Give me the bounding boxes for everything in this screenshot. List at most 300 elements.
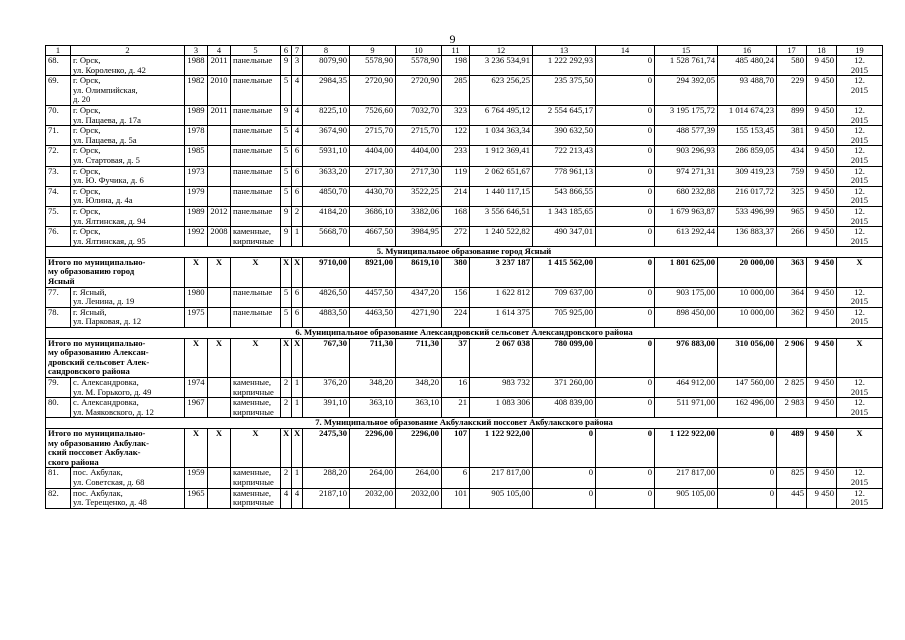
floors: [281, 206, 292, 226]
value-c13: [533, 146, 596, 166]
wall-material-line: кирпичные: [233, 386, 274, 397]
address-line: ул. Пацаева, д. 17а: [73, 114, 141, 125]
entrances: [292, 398, 303, 418]
value-c11-line: 168: [454, 206, 467, 216]
value-c11-line: 285: [454, 75, 467, 86]
entrances: [292, 488, 303, 508]
last-repair-year: [208, 378, 231, 398]
entrances: [292, 206, 303, 226]
not-applicable-cell-line: Х: [294, 257, 301, 267]
value-c16: [718, 56, 777, 76]
wall-material: [231, 186, 281, 206]
commission-year: [185, 468, 208, 488]
value-c9-line: 4404,00: [365, 145, 393, 156]
completion-date-line: 12.: [854, 75, 865, 86]
floors: [281, 378, 292, 398]
value-c8: [303, 56, 350, 76]
value-c8: [303, 126, 350, 146]
table-row: [46, 206, 883, 226]
row-number: [46, 488, 71, 508]
value-c10: [396, 166, 442, 186]
value-c10: [396, 206, 442, 226]
address: [71, 468, 185, 488]
value-c10-line: 363,10: [415, 397, 439, 408]
address-line: г. Орск,: [73, 125, 101, 136]
table-row: [46, 488, 883, 508]
value-c9-line: 264,00: [369, 467, 393, 478]
section-title: 6. Муниципальное образование Александровский сельсовет Александровского района: [46, 328, 883, 339]
completion-date: [837, 186, 883, 206]
entrances-line: 6: [294, 307, 300, 317]
value-c9: [350, 146, 396, 166]
value-c12: [470, 105, 533, 125]
value-c12: [470, 206, 533, 226]
value-c15: [655, 146, 718, 166]
value-c18: [807, 206, 837, 226]
completion-date: [837, 206, 883, 226]
completion-date-line: 12.: [854, 287, 865, 297]
value-c13: [533, 186, 596, 206]
value-c12-line: 983 732: [502, 377, 530, 387]
value-c9-line: 363,10: [369, 397, 393, 408]
value-c9: [350, 206, 396, 226]
value-c16-line: 1 014 674,23: [728, 105, 774, 115]
value-c10-line: 5578,90: [411, 55, 439, 65]
completion-date: [837, 378, 883, 398]
completion-date-line: 2015: [850, 134, 869, 145]
table-row: [46, 468, 883, 488]
value-c9-line: 348,20: [369, 377, 393, 387]
table-row: [46, 105, 883, 125]
value-c11: [442, 307, 470, 327]
address-line: ул. Терещенко, д. 48: [73, 497, 147, 508]
section-title: 5. Муниципальное образование город Ясный: [46, 247, 883, 258]
value-c11-line: 6: [462, 467, 467, 478]
value-c13-line: 780 099,00: [554, 338, 593, 348]
row-number: [46, 468, 71, 488]
completion-date: [837, 468, 883, 488]
value-c17: [777, 287, 807, 307]
section-heading-row: [46, 418, 883, 429]
value-c16: [718, 428, 777, 467]
value-c10: [396, 76, 442, 106]
wall-material-line: панельные: [233, 145, 273, 156]
value-c12: [470, 257, 533, 287]
table-row: [46, 186, 883, 206]
value-c11-line: 272: [454, 226, 467, 237]
value-c16-line: 93 488,70: [739, 75, 774, 86]
value-c14-line: 0: [647, 75, 652, 86]
value-c13-line: 1 343 185,65: [547, 206, 593, 216]
row-number-line: 78.: [48, 307, 59, 317]
value-c11-line: 323: [454, 105, 467, 115]
value-c14: [596, 126, 655, 146]
value-c13-line: 543 866,55: [554, 186, 593, 196]
not-applicable-cell-line: Х: [192, 257, 200, 267]
completion-date-line: 2015: [850, 476, 869, 487]
value-c15-line: 1 801 625,00: [669, 257, 715, 267]
value-c8-line: 4850,70: [319, 186, 347, 196]
value-c8: [303, 76, 350, 106]
value-c18-line: 9 450: [814, 307, 834, 317]
commission-year: [185, 398, 208, 418]
value-c15: [655, 76, 718, 106]
wall-material: [231, 146, 281, 166]
row-number: [46, 146, 71, 166]
value-c18-line: 9 450: [814, 75, 834, 86]
wall-material-line: каменные,: [233, 467, 272, 478]
value-c10-line: 348,20: [415, 377, 439, 387]
value-c14: [596, 105, 655, 125]
commission-year-line: 1965: [187, 488, 205, 498]
value-c16-line: 147 560,00: [735, 377, 774, 387]
value-c14-line: 0: [647, 186, 652, 196]
value-c16-line: 286 859,05: [735, 145, 774, 156]
value-c16: [718, 126, 777, 146]
last-repair-year: [208, 307, 231, 327]
address-line: г. Орск,: [73, 55, 101, 65]
floors: [281, 227, 292, 247]
value-c16: [718, 398, 777, 418]
value-c13: [533, 76, 596, 106]
floors: [281, 307, 292, 327]
total-label-line: му образованию город: [48, 266, 135, 277]
address: [71, 378, 185, 398]
last-repair-year: [208, 126, 231, 146]
value-c8-line: 2984,35: [319, 75, 347, 86]
value-c17: [777, 398, 807, 418]
commission-year: [185, 166, 208, 186]
address-line: ул. Маяковского, д. 12: [73, 406, 154, 417]
address: [71, 105, 185, 125]
value-c9: [350, 186, 396, 206]
address: [71, 126, 185, 146]
value-c12-line: 1 912 369,41: [484, 145, 530, 156]
completion-date-line: 2015: [850, 84, 869, 95]
value-c14: [596, 398, 655, 418]
column-number-cell: 7: [292, 46, 303, 56]
wall-material-line: кирпичные: [233, 497, 274, 508]
address-line: пос. Акбулак,: [73, 488, 123, 498]
commission-year: [185, 56, 208, 76]
row-number: [46, 166, 71, 186]
value-c13: [533, 398, 596, 418]
value-c10: [396, 105, 442, 125]
last-repair-year-line: 2012: [210, 206, 228, 216]
value-c10-line: 4347,20: [411, 287, 439, 297]
value-c14: [596, 206, 655, 226]
column-number-cell: 10: [396, 46, 442, 56]
address: [71, 146, 185, 166]
table-row: [46, 227, 883, 247]
value-c8-line: 8079,90: [319, 55, 347, 65]
value-c11: [442, 398, 470, 418]
value-c12-line: 3 237 187: [495, 257, 530, 267]
completion-date-line: 12.: [854, 467, 865, 478]
value-c13-line: 722 213,43: [554, 145, 593, 156]
not-applicable-cell: [185, 428, 208, 467]
value-c14-line: 0: [647, 397, 652, 408]
address-line: ул. М. Горького, д. 49: [73, 386, 152, 397]
completion-date-line: 2015: [850, 406, 869, 417]
row-number: [46, 126, 71, 146]
commission-year-line: 1973: [187, 166, 205, 176]
value-c14-line: 0: [647, 467, 652, 478]
value-c17-line: 759: [791, 166, 804, 176]
value-c13-line: 1 415 562,00: [547, 257, 593, 267]
not-applicable-cell: [208, 338, 231, 377]
value-c11: [442, 378, 470, 398]
value-c15-line: 464 912,00: [676, 377, 715, 387]
value-c8-line: 2187,10: [319, 488, 347, 498]
value-c13-line: 2 554 645,17: [547, 105, 593, 115]
value-c13-line: 371 260,00: [554, 377, 593, 387]
value-c17: [777, 488, 807, 508]
value-c8: [303, 488, 350, 508]
value-c13: [533, 105, 596, 125]
completion-date-line: 2015: [850, 154, 869, 165]
not-applicable-cell: [281, 257, 292, 287]
value-c13: [533, 206, 596, 226]
value-c10: [396, 468, 442, 488]
value-c17: [777, 76, 807, 106]
value-c10: [396, 338, 442, 377]
value-c17-line: 2 906: [784, 338, 804, 348]
value-c11: [442, 338, 470, 377]
value-c12: [470, 378, 533, 398]
value-c16: [718, 105, 777, 125]
floors: [281, 146, 292, 166]
value-c10-line: 2717,30: [411, 166, 439, 176]
value-c10-line: 7032,70: [411, 105, 439, 115]
value-c10: [396, 56, 442, 76]
value-c11-line: 16: [458, 377, 467, 387]
value-c12-line: 1 622 812: [495, 287, 530, 297]
value-c8-line: 5668,70: [319, 226, 347, 237]
value-c13: [533, 287, 596, 307]
floors-line: 5: [283, 145, 289, 156]
total-label-line: дровский сельсовет Алек-: [48, 356, 150, 367]
value-c10: [396, 257, 442, 287]
value-c12: [470, 126, 533, 146]
floors-line: 9: [283, 55, 289, 65]
value-c13-line: 778 961,13: [554, 166, 593, 176]
value-c12-line: 3 236 534,91: [484, 55, 530, 65]
commission-year-line: 1975: [187, 307, 205, 317]
value-c18-line: 9 450: [814, 145, 834, 156]
wall-material: [231, 378, 281, 398]
value-c17-line: 229: [791, 75, 804, 86]
not-applicable-cell-line: Х: [252, 257, 259, 267]
value-c11: [442, 186, 470, 206]
value-c17-line: 899: [791, 105, 804, 115]
value-c17: [777, 186, 807, 206]
floors-line: 2: [283, 397, 289, 408]
value-c16: [718, 206, 777, 226]
row-number: [46, 307, 71, 327]
value-c9-line: 2296,00: [365, 428, 393, 438]
entrances: [292, 76, 303, 106]
value-c17: [777, 105, 807, 125]
floors: [281, 56, 292, 76]
value-c18-line: 9 450: [814, 397, 834, 408]
address-line: ул. Ялтинская, д. 94: [73, 215, 146, 226]
value-c9-line: 7526,60: [365, 105, 393, 115]
value-c17: [777, 146, 807, 166]
value-c18: [807, 398, 837, 418]
value-c18-line: 9 450: [814, 428, 834, 438]
total-label-line: Итого по муниципально-: [48, 338, 146, 348]
row-number: [46, 378, 71, 398]
value-c8: [303, 186, 350, 206]
entrances-line: 1: [294, 397, 300, 408]
row-number-line: 80.: [48, 397, 59, 408]
value-c15: [655, 488, 718, 508]
last-repair-year: [208, 468, 231, 488]
value-c11-line: 21: [458, 397, 467, 408]
column-number-cell: 14: [596, 46, 655, 56]
address: [71, 398, 185, 418]
value-c16-line: 0: [769, 488, 774, 498]
value-c8-line: 4826,50: [319, 287, 347, 297]
floors-line: 5: [283, 75, 289, 86]
value-c9-line: 2715,70: [365, 125, 393, 136]
last-repair-year-line: 2011: [210, 55, 228, 65]
page-number: 9: [449, 32, 456, 46]
value-c11-line: 380: [454, 257, 467, 267]
value-c17-line: 825: [791, 467, 804, 478]
value-c15-line: 3 195 175,72: [669, 105, 715, 115]
value-c15: [655, 206, 718, 226]
completion-date-line: 12.: [854, 377, 865, 387]
row-number-line: 74.: [48, 186, 59, 196]
value-c15-line: 613 292,44: [676, 226, 715, 237]
value-c12-line: 3 556 646,51: [484, 206, 530, 216]
value-c16-line: 10 000,00: [739, 307, 774, 317]
value-c8: [303, 257, 350, 287]
row-number: [46, 105, 71, 125]
value-c9-line: 4457,50: [365, 287, 393, 297]
value-c11: [442, 468, 470, 488]
address: [71, 287, 185, 307]
not-applicable-cell-line: Х: [215, 257, 223, 267]
commission-year-line: 1974: [187, 377, 205, 387]
commission-year-line: 1989: [187, 206, 205, 216]
not-applicable-cell: [185, 257, 208, 287]
value-c14: [596, 378, 655, 398]
entrances-line: 2: [294, 206, 300, 216]
completion-date-line: 12.: [854, 206, 865, 216]
value-c14-line: 0: [647, 226, 652, 237]
value-c16: [718, 227, 777, 247]
value-c11: [442, 206, 470, 226]
value-c9: [350, 488, 396, 508]
value-c18-line: 9 450: [814, 125, 834, 136]
floors: [281, 488, 292, 508]
last-repair-year: [208, 166, 231, 186]
not-applicable-cell-line: Х: [294, 428, 301, 438]
value-c11-line: 156: [454, 287, 467, 297]
commission-year: [185, 146, 208, 166]
completion-date: [837, 227, 883, 247]
commission-year: [185, 488, 208, 508]
value-c16: [718, 146, 777, 166]
address-line: г. Ясный,: [73, 307, 107, 317]
entrances-line: 3: [294, 55, 300, 65]
commission-year: [185, 76, 208, 106]
value-c9: [350, 307, 396, 327]
value-c14-line: 0: [647, 206, 652, 216]
address: [71, 206, 185, 226]
value-c13: [533, 428, 596, 467]
wall-material: [231, 287, 281, 307]
value-c18: [807, 146, 837, 166]
value-c13: [533, 488, 596, 508]
section-title: 7. Муниципальное образование Акбулакский поссовет Акбулакского района: [46, 418, 883, 429]
row-number-line: 70.: [48, 105, 59, 115]
value-c14: [596, 468, 655, 488]
value-c9: [350, 378, 396, 398]
column-number-cell: 9: [350, 46, 396, 56]
completion-date-line: 12.: [854, 55, 865, 65]
entrances: [292, 56, 303, 76]
row-number: [46, 186, 71, 206]
value-c16: [718, 378, 777, 398]
completion-date-line: 2015: [850, 175, 869, 186]
completion-date-line: 2015: [850, 235, 869, 246]
commission-year-line: 1967: [187, 397, 205, 408]
row-number-line: 69.: [48, 75, 59, 86]
commission-year-line: 1982: [187, 75, 205, 86]
value-c18: [807, 468, 837, 488]
value-c18: [807, 56, 837, 76]
wall-material-line: панельные: [233, 206, 273, 216]
commission-year: [185, 206, 208, 226]
last-repair-year: [208, 105, 231, 125]
value-c15-line: 294 392,05: [676, 75, 715, 86]
wall-material: [231, 56, 281, 76]
completion-date: [837, 56, 883, 76]
commission-year-line: 1988: [187, 55, 205, 65]
value-c15: [655, 338, 718, 377]
value-c17-line: 489: [791, 428, 804, 438]
entrances: [292, 126, 303, 146]
value-c12: [470, 488, 533, 508]
floors-line: 9: [283, 105, 289, 115]
value-c18-line: 9 450: [814, 206, 834, 216]
value-c8: [303, 146, 350, 166]
value-c10: [396, 287, 442, 307]
value-c11: [442, 166, 470, 186]
value-c17: [777, 206, 807, 226]
value-c11-line: 107: [454, 428, 467, 438]
value-c13: [533, 257, 596, 287]
value-c17-line: 325: [791, 186, 804, 196]
total-label: [46, 428, 185, 467]
total-label-line: Итого по муниципально-: [48, 257, 146, 267]
floors: [281, 76, 292, 106]
value-c9-line: 2032,00: [365, 488, 393, 498]
value-c8-line: 376,20: [323, 377, 347, 387]
value-c8-line: 5931,10: [319, 145, 347, 156]
column-number-cell: 15: [655, 46, 718, 56]
completion-date-line: 2015: [850, 497, 869, 508]
value-c10: [396, 488, 442, 508]
table-row: [46, 166, 883, 186]
value-c10: [396, 398, 442, 418]
value-c8: [303, 378, 350, 398]
last-repair-year: [208, 398, 231, 418]
